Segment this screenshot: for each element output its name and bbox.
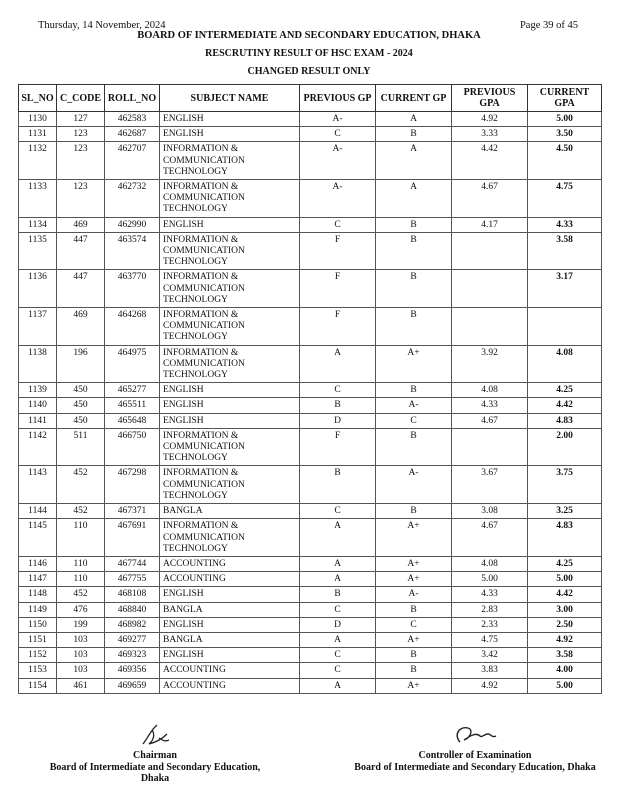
results-table-body [19, 112, 602, 694]
report-subtitle: CHANGED RESULT ONLY [247, 66, 371, 77]
roll-no-cell: 469659 [105, 678, 160, 693]
previous-gp-cell: C [300, 663, 376, 678]
current-gpa-cell: 3.25 [528, 504, 602, 519]
sl-no-cell: 1144 [19, 504, 57, 519]
current-gpa-cell: 4.42 [528, 587, 602, 602]
sl-no-cell: 1132 [19, 142, 57, 180]
sl-no-cell: 1143 [19, 466, 57, 504]
previous-gp-cell: A [300, 572, 376, 587]
previous-gp-cell: C [300, 504, 376, 519]
c-code-cell: 452 [57, 466, 105, 504]
current-gp-cell: A- [376, 587, 452, 602]
current-gp-cell: A- [376, 398, 452, 413]
sl-no-cell: 1154 [19, 678, 57, 693]
current-gpa-cell: 4.33 [528, 217, 602, 232]
table-row [19, 112, 602, 127]
current-gp-cell: B [376, 127, 452, 142]
roll-no-cell: 467691 [105, 519, 160, 557]
sl-no-cell: 1150 [19, 617, 57, 632]
current-gp-cell: B [376, 270, 452, 308]
controller-signature-block [345, 722, 605, 773]
c-code-cell: 103 [57, 632, 105, 647]
previous-gpa-cell: 4.67 [452, 519, 528, 557]
previous-gpa-cell: 3.67 [452, 466, 528, 504]
current-gp-cell: A+ [376, 632, 452, 647]
c-code-cell: 103 [57, 648, 105, 663]
c-code-cell: 511 [57, 428, 105, 466]
current-gp-cell: B [376, 602, 452, 617]
roll-no-cell: 468840 [105, 602, 160, 617]
previous-gp-cell: F [300, 270, 376, 308]
current-gpa-cell: 3.50 [528, 127, 602, 142]
current-gpa-cell: 3.17 [528, 270, 602, 308]
current-gpa-cell: 5.00 [528, 112, 602, 127]
roll-no-cell: 464975 [105, 345, 160, 383]
previous-gpa-cell: 4.67 [452, 180, 528, 218]
previous-gpa-cell: 2.83 [452, 602, 528, 617]
roll-no-cell: 469356 [105, 663, 160, 678]
subject-name-cell: ACCOUNTING [160, 663, 300, 678]
previous-gp-cell: F [300, 308, 376, 346]
previous-gp-cell: F [300, 428, 376, 466]
subject-name-cell: INFORMATION & COMMUNICATION TECHNOLOGY [160, 142, 300, 180]
col-c-code: C_CODE [57, 85, 105, 112]
current-gp-cell: B [376, 648, 452, 663]
subject-name-cell: ENGLISH [160, 587, 300, 602]
subject-name-cell: INFORMATION & COMMUNICATION TECHNOLOGY [160, 308, 300, 346]
controller-title: Controller of Examination [418, 750, 532, 761]
subject-name-cell: INFORMATION & COMMUNICATION TECHNOLOGY [160, 180, 300, 218]
table-row [19, 308, 602, 346]
subject-name-cell: INFORMATION & COMMUNICATION TECHNOLOGY [160, 232, 300, 270]
roll-no-cell: 462707 [105, 142, 160, 180]
current-gp-cell: B [376, 663, 452, 678]
sl-no-cell: 1131 [19, 127, 57, 142]
subject-name-cell: ACCOUNTING [160, 572, 300, 587]
table-row [19, 519, 602, 557]
current-gp-cell: A- [376, 466, 452, 504]
table-row [19, 466, 602, 504]
col-subject-name: SUBJECT NAME [160, 85, 300, 112]
subject-name-cell: ENGLISH [160, 383, 300, 398]
sl-no-cell: 1135 [19, 232, 57, 270]
c-code-cell: 476 [57, 602, 105, 617]
previous-gp-cell: A [300, 519, 376, 557]
table-row [19, 632, 602, 647]
table-row [19, 504, 602, 519]
previous-gp-cell: A [300, 632, 376, 647]
print-date: Thursday, 14 November, 2024 [38, 20, 166, 31]
roll-no-cell: 464268 [105, 308, 160, 346]
roll-no-cell: 468982 [105, 617, 160, 632]
c-code-cell: 450 [57, 413, 105, 428]
sl-no-cell: 1152 [19, 648, 57, 663]
roll-no-cell: 463574 [105, 232, 160, 270]
table-row [19, 648, 602, 663]
previous-gpa-cell: 3.92 [452, 345, 528, 383]
c-code-cell: 123 [57, 180, 105, 218]
current-gpa-cell: 4.25 [528, 556, 602, 571]
c-code-cell: 447 [57, 270, 105, 308]
current-gpa-cell: 4.50 [528, 142, 602, 180]
previous-gp-cell: A- [300, 180, 376, 218]
previous-gpa-cell [452, 308, 528, 346]
c-code-cell: 461 [57, 678, 105, 693]
c-code-cell: 469 [57, 308, 105, 346]
current-gpa-cell: 2.00 [528, 428, 602, 466]
subject-name-cell: INFORMATION & COMMUNICATION TECHNOLOGY [160, 519, 300, 557]
sl-no-cell: 1148 [19, 587, 57, 602]
roll-no-cell: 467371 [105, 504, 160, 519]
current-gpa-cell: 3.58 [528, 232, 602, 270]
current-gpa-cell: 4.83 [528, 519, 602, 557]
c-code-cell: 196 [57, 345, 105, 383]
previous-gp-cell: C [300, 217, 376, 232]
current-gpa-cell: 4.25 [528, 383, 602, 398]
roll-no-cell: 469323 [105, 648, 160, 663]
table-row [19, 217, 602, 232]
roll-no-cell: 462732 [105, 180, 160, 218]
previous-gp-cell: A [300, 345, 376, 383]
previous-gpa-cell: 4.08 [452, 383, 528, 398]
col-current-gp: CURRENT GP [376, 85, 452, 112]
previous-gp-cell: B [300, 587, 376, 602]
current-gp-cell: B [376, 308, 452, 346]
previous-gp-cell: A [300, 556, 376, 571]
subject-name-cell: INFORMATION & COMMUNICATION TECHNOLOGY [160, 466, 300, 504]
current-gp-cell: A+ [376, 519, 452, 557]
previous-gpa-cell [452, 428, 528, 466]
current-gp-cell: B [376, 217, 452, 232]
sl-no-cell: 1146 [19, 556, 57, 571]
roll-no-cell: 467755 [105, 572, 160, 587]
sl-no-cell: 1138 [19, 345, 57, 383]
current-gpa-cell: 4.92 [528, 632, 602, 647]
previous-gpa-cell: 4.75 [452, 632, 528, 647]
previous-gpa-cell: 4.42 [452, 142, 528, 180]
previous-gpa-cell: 4.33 [452, 398, 528, 413]
subject-name-cell: ACCOUNTING [160, 678, 300, 693]
previous-gpa-cell: 4.92 [452, 678, 528, 693]
previous-gp-cell: A [300, 678, 376, 693]
current-gpa-cell: 5.00 [528, 572, 602, 587]
c-code-cell: 447 [57, 232, 105, 270]
subject-name-cell: ENGLISH [160, 112, 300, 127]
previous-gpa-cell: 4.08 [452, 556, 528, 571]
c-code-cell: 452 [57, 504, 105, 519]
current-gpa-cell: 4.75 [528, 180, 602, 218]
sl-no-cell: 1149 [19, 602, 57, 617]
col-sl-no: SL_NO [19, 85, 57, 112]
c-code-cell: 452 [57, 587, 105, 602]
previous-gpa-cell [452, 232, 528, 270]
subject-name-cell: ENGLISH [160, 413, 300, 428]
chairman-organization: Board of Intermediate and Secondary Education, Dhaka [49, 762, 261, 784]
table-row [19, 617, 602, 632]
subject-name-cell: ENGLISH [160, 217, 300, 232]
c-code-cell: 110 [57, 519, 105, 557]
c-code-cell: 110 [57, 556, 105, 571]
table-row [19, 572, 602, 587]
current-gp-cell: A+ [376, 556, 452, 571]
table-row [19, 127, 602, 142]
current-gp-cell: C [376, 617, 452, 632]
previous-gpa-cell: 3.83 [452, 663, 528, 678]
table-row [19, 602, 602, 617]
previous-gpa-cell: 2.33 [452, 617, 528, 632]
current-gp-cell: A+ [376, 572, 452, 587]
current-gpa-cell: 4.42 [528, 398, 602, 413]
sl-no-cell: 1140 [19, 398, 57, 413]
subject-name-cell: ENGLISH [160, 127, 300, 142]
roll-no-cell: 469277 [105, 632, 160, 647]
col-previous-gp: PREVIOUS GP [300, 85, 376, 112]
table-row [19, 180, 602, 218]
subject-name-cell: ENGLISH [160, 617, 300, 632]
previous-gpa-cell: 3.42 [452, 648, 528, 663]
table-row [19, 345, 602, 383]
sl-no-cell: 1133 [19, 180, 57, 218]
table-row [19, 413, 602, 428]
roll-no-cell: 467298 [105, 466, 160, 504]
roll-no-cell: 463770 [105, 270, 160, 308]
subject-name-cell: BANGLA [160, 602, 300, 617]
current-gp-cell: A+ [376, 345, 452, 383]
c-code-cell: 450 [57, 398, 105, 413]
current-gpa-cell [528, 308, 602, 346]
subject-name-cell: BANGLA [160, 504, 300, 519]
current-gp-cell: B [376, 504, 452, 519]
current-gpa-cell: 5.00 [528, 678, 602, 693]
col-previous-gpa: PREVIOUS GPA [452, 85, 528, 112]
table-row [19, 232, 602, 270]
table-row [19, 556, 602, 571]
current-gp-cell: B [376, 428, 452, 466]
table-header-row [19, 85, 602, 112]
previous-gpa-cell [452, 270, 528, 308]
sl-no-cell: 1130 [19, 112, 57, 127]
previous-gp-cell: A- [300, 112, 376, 127]
current-gpa-cell: 3.58 [528, 648, 602, 663]
c-code-cell: 123 [57, 142, 105, 180]
previous-gpa-cell: 4.17 [452, 217, 528, 232]
c-code-cell: 127 [57, 112, 105, 127]
roll-no-cell: 465277 [105, 383, 160, 398]
current-gp-cell: B [376, 232, 452, 270]
current-gpa-cell: 4.00 [528, 663, 602, 678]
roll-no-cell: 465648 [105, 413, 160, 428]
current-gpa-cell: 4.08 [528, 345, 602, 383]
current-gpa-cell: 3.00 [528, 602, 602, 617]
exam-title: RESCRUTINY RESULT OF HSC EXAM - 2024 [205, 48, 413, 59]
results-table [18, 84, 602, 694]
previous-gp-cell: D [300, 617, 376, 632]
roll-no-cell: 462687 [105, 127, 160, 142]
table-row [19, 587, 602, 602]
c-code-cell: 450 [57, 383, 105, 398]
previous-gpa-cell: 3.33 [452, 127, 528, 142]
previous-gp-cell: C [300, 127, 376, 142]
c-code-cell: 103 [57, 663, 105, 678]
chairman-title: Chairman [133, 750, 177, 761]
previous-gpa-cell: 4.92 [452, 112, 528, 127]
sl-no-cell: 1145 [19, 519, 57, 557]
c-code-cell: 469 [57, 217, 105, 232]
col-roll-no: ROLL_NO [105, 85, 160, 112]
current-gp-cell: C [376, 413, 452, 428]
previous-gp-cell: D [300, 413, 376, 428]
subject-name-cell: ACCOUNTING [160, 556, 300, 571]
sl-no-cell: 1136 [19, 270, 57, 308]
subject-name-cell: INFORMATION & COMMUNICATION TECHNOLOGY [160, 345, 300, 383]
sl-no-cell: 1142 [19, 428, 57, 466]
previous-gp-cell: C [300, 383, 376, 398]
sl-no-cell: 1139 [19, 383, 57, 398]
table-row [19, 398, 602, 413]
roll-no-cell: 467744 [105, 556, 160, 571]
roll-no-cell: 462583 [105, 112, 160, 127]
sl-no-cell: 1153 [19, 663, 57, 678]
subject-name-cell: BANGLA [160, 632, 300, 647]
chairman-signature-icon [135, 722, 175, 748]
current-gp-cell: B [376, 383, 452, 398]
subject-name-cell: ENGLISH [160, 648, 300, 663]
previous-gpa-cell: 4.67 [452, 413, 528, 428]
sl-no-cell: 1134 [19, 217, 57, 232]
subject-name-cell: INFORMATION & COMMUNICATION TECHNOLOGY [160, 270, 300, 308]
previous-gp-cell: A- [300, 142, 376, 180]
previous-gp-cell: B [300, 398, 376, 413]
current-gpa-cell: 3.75 [528, 466, 602, 504]
table-row [19, 678, 602, 693]
sl-no-cell: 1137 [19, 308, 57, 346]
table-row [19, 383, 602, 398]
c-code-cell: 199 [57, 617, 105, 632]
roll-no-cell: 465511 [105, 398, 160, 413]
previous-gpa-cell: 5.00 [452, 572, 528, 587]
table-row [19, 663, 602, 678]
subject-name-cell: INFORMATION & COMMUNICATION TECHNOLOGY [160, 428, 300, 466]
controller-signature-icon [450, 722, 500, 748]
col-current-gpa: CURRENT GPA [528, 85, 602, 112]
current-gp-cell: A+ [376, 678, 452, 693]
current-gp-cell: A [376, 180, 452, 218]
previous-gp-cell: C [300, 648, 376, 663]
previous-gpa-cell: 3.08 [452, 504, 528, 519]
sl-no-cell: 1151 [19, 632, 57, 647]
previous-gpa-cell: 4.33 [452, 587, 528, 602]
controller-organization: Board of Intermediate and Secondary Education, Dhaka [354, 762, 596, 773]
sl-no-cell: 1141 [19, 413, 57, 428]
roll-no-cell: 462990 [105, 217, 160, 232]
board-title: BOARD OF INTERMEDIATE AND SECONDARY EDUCATION, DHAKA [137, 30, 481, 41]
roll-no-cell: 466750 [105, 428, 160, 466]
roll-no-cell: 468108 [105, 587, 160, 602]
table-row [19, 428, 602, 466]
table-row [19, 142, 602, 180]
c-code-cell: 123 [57, 127, 105, 142]
table-row [19, 270, 602, 308]
previous-gp-cell: F [300, 232, 376, 270]
current-gpa-cell: 4.83 [528, 413, 602, 428]
current-gp-cell: A [376, 112, 452, 127]
c-code-cell: 110 [57, 572, 105, 587]
chairman-signature-block [40, 722, 270, 784]
current-gpa-cell: 2.50 [528, 617, 602, 632]
current-gp-cell: A [376, 142, 452, 180]
page-number: Page 39 of 45 [519, 20, 578, 31]
previous-gp-cell: C [300, 602, 376, 617]
sl-no-cell: 1147 [19, 572, 57, 587]
previous-gp-cell: B [300, 466, 376, 504]
subject-name-cell: ENGLISH [160, 398, 300, 413]
